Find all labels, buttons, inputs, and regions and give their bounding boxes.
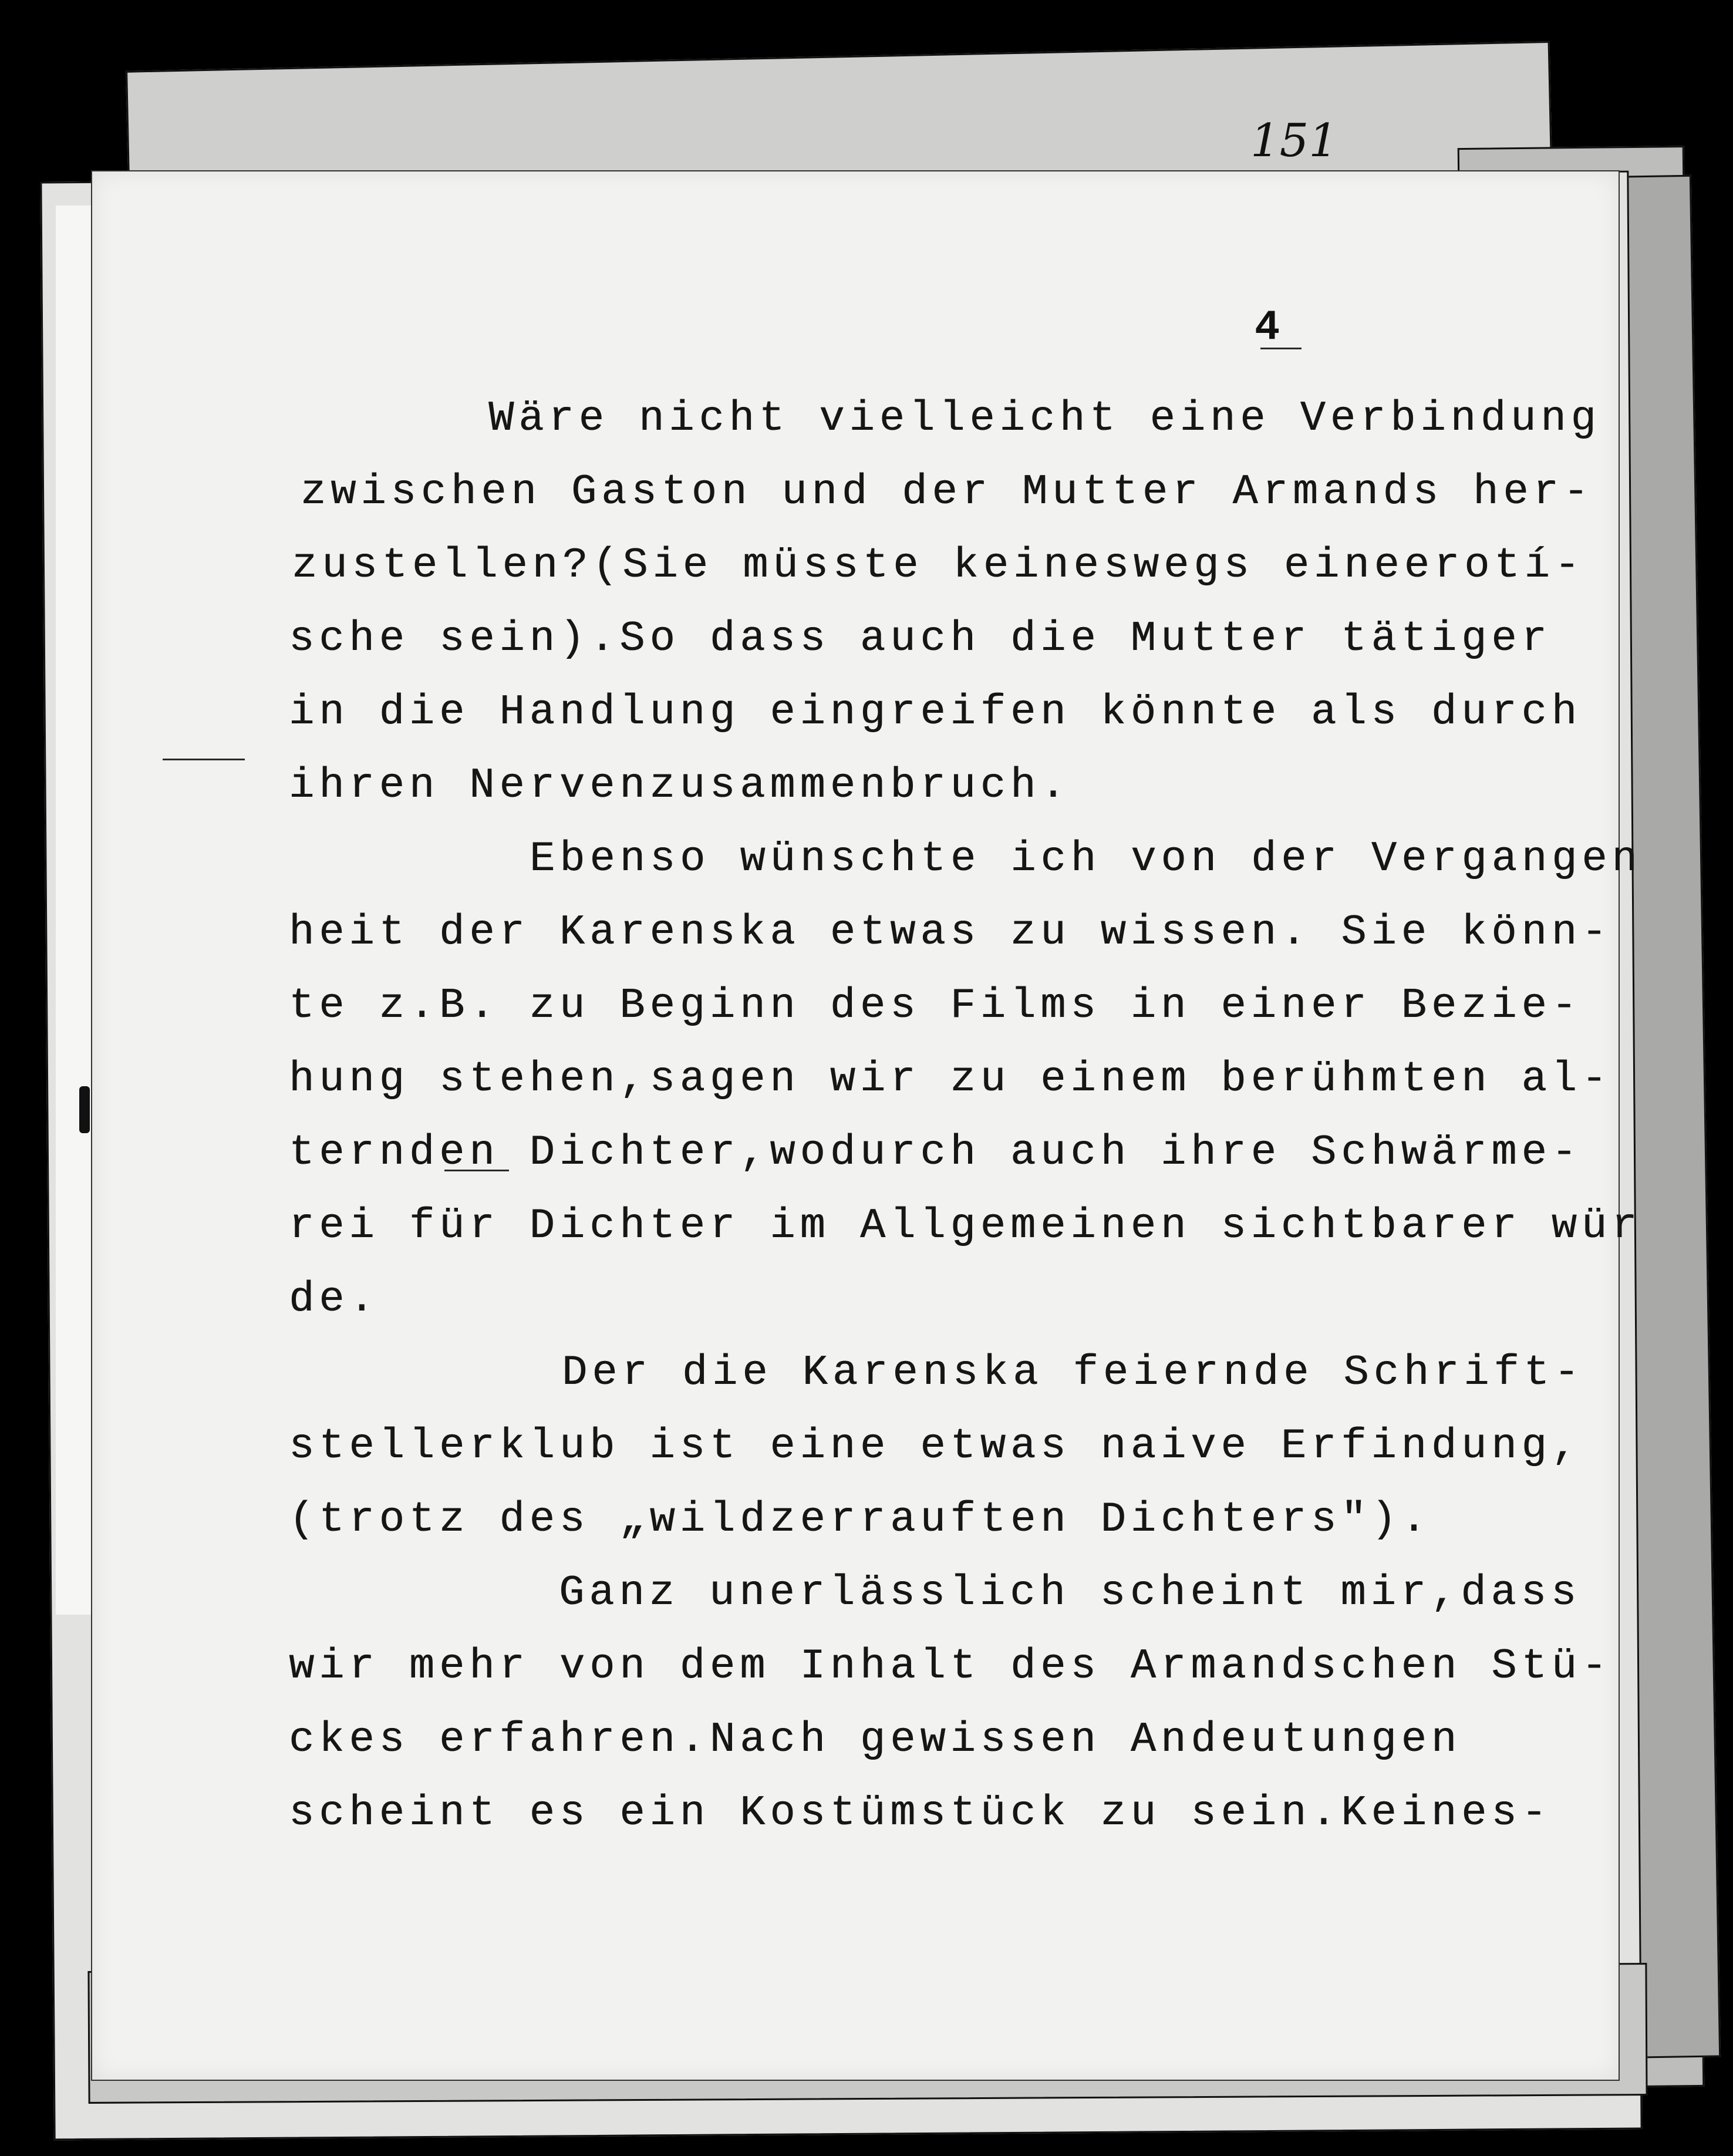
pen-stroke bbox=[444, 1170, 509, 1171]
binding-clip-mark bbox=[79, 1086, 90, 1133]
text-line: zustellen?(Sie müsste keineswegs eineerotí- bbox=[292, 541, 1584, 589]
text-line: rei für Dichter im Allgemeinen sichtbarer wür bbox=[289, 1202, 1642, 1250]
text-line: Wäre nicht vielleicht eine Verbindung bbox=[488, 395, 1601, 443]
text-line: zwischen Gaston und der Mutter Armands her- bbox=[301, 468, 1593, 516]
text-line: sche sein).So dass auch die Mutter tätiger bbox=[289, 615, 1552, 663]
text-line: de. bbox=[289, 1275, 379, 1323]
text-line: te z.B. zu Beginn des Films in einer Bezie- bbox=[289, 982, 1582, 1030]
text-line: (trotz des „wildzerrauften Dichters"). bbox=[289, 1495, 1431, 1544]
text-line: stellerklub ist eine etwas naive Erfindung, bbox=[289, 1422, 1582, 1470]
text-line: ckes erfahren.Nach gewissen Andeutungen bbox=[289, 1716, 1462, 1764]
text-line: heit der Karenska etwas zu wissen. Sie könn- bbox=[289, 908, 1612, 956]
text-line: in die Handlung eingreifen könnte als durch bbox=[289, 688, 1582, 736]
text-line: Ganz unerlässlich scheint mir,dass bbox=[559, 1569, 1582, 1617]
text-line: ihren Nervenzusammenbruch. bbox=[289, 762, 1071, 810]
pen-stroke bbox=[1260, 348, 1302, 349]
text-line: Der die Karenska feiernde Schrift- bbox=[562, 1349, 1584, 1397]
text-line: hung stehen,sagen wir zu einem berühmten al- bbox=[289, 1055, 1612, 1103]
pen-stroke bbox=[163, 759, 245, 760]
text-line: scheint es ein Kostümstück zu sein.Keines- bbox=[289, 1789, 1552, 1837]
text-line: wir mehr von dem Inhalt des Armandschen Stü- bbox=[289, 1642, 1612, 1690]
text-line: Ebenso wünschte ich von der Vergangen bbox=[530, 835, 1642, 883]
page-number: 4 bbox=[1255, 304, 1280, 352]
typed-page bbox=[91, 170, 1642, 2081]
handwritten-folio-number: 151 bbox=[1250, 114, 1338, 167]
text-line: ternden Dichter,wodurch auch ihre Schwärme- bbox=[289, 1128, 1582, 1177]
